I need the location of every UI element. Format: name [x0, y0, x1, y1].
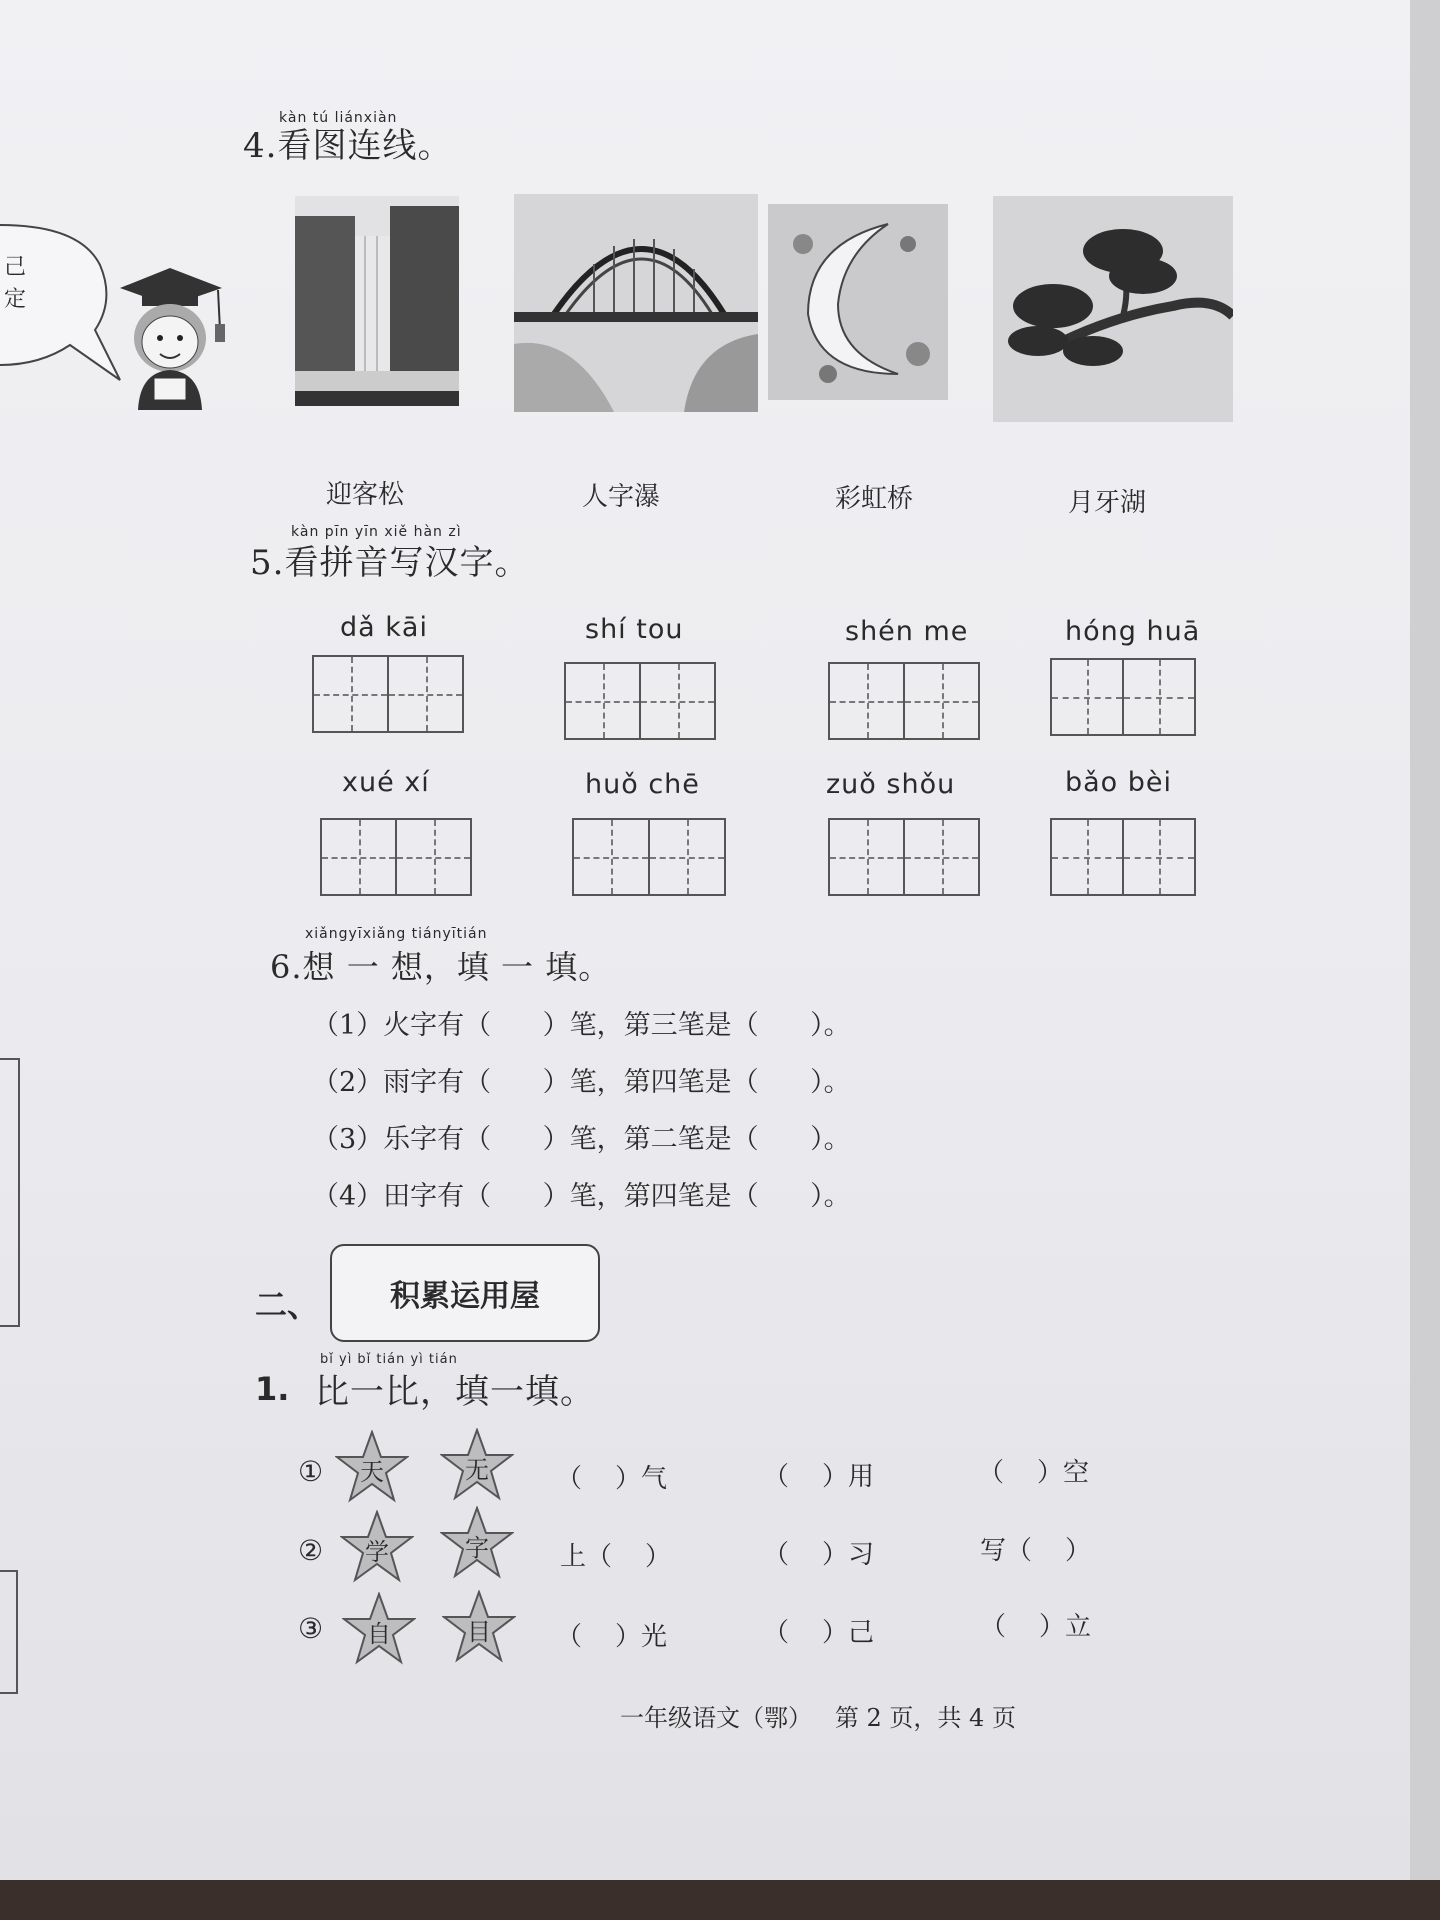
- caption-renzipu[interactable]: 人字瀑: [582, 482, 661, 512]
- q6-line[interactable]: （3）乐字有（ ）笔，第二笔是（ ）。: [312, 1124, 851, 1155]
- fill-blank[interactable]: （ ）立: [980, 1612, 1092, 1642]
- arch-bridge-image[interactable]: [514, 194, 758, 412]
- writing-grid[interactable]: [572, 818, 726, 896]
- q4-pinyin: kàn tú liánxiàn: [279, 110, 398, 126]
- row-marker: ①: [298, 1455, 324, 1488]
- q6-pinyin: xiǎngyīxiǎng tiányītián: [305, 926, 488, 942]
- writing-grid[interactable]: [828, 818, 980, 896]
- star-char: 天: [360, 1458, 384, 1486]
- s2q1-title: 比一比，填一填。: [315, 1372, 595, 1412]
- fill-blank[interactable]: 上（ ）: [560, 1542, 672, 1572]
- writing-grid[interactable]: [320, 818, 472, 896]
- adjacent-page-box: [0, 1058, 20, 1327]
- pinyin-word: xué xí: [342, 767, 430, 798]
- speech-bubble-text-2: 定: [4, 287, 27, 312]
- row-marker: ③: [298, 1612, 324, 1645]
- q5-pinyin: kàn pīn yīn xiě hàn zì: [291, 524, 462, 540]
- fill-blank[interactable]: （ ）用: [763, 1462, 875, 1492]
- writing-grid[interactable]: [1050, 818, 1196, 896]
- writing-grid[interactable]: [564, 662, 716, 740]
- fill-blank[interactable]: （ ）光: [556, 1622, 668, 1652]
- q6-line[interactable]: （2）雨字有（ ）笔，第四笔是（ ）。: [312, 1067, 851, 1098]
- pinyin-word: shí tou: [585, 614, 684, 645]
- adjacent-page-box: [0, 1570, 18, 1694]
- pinyin-word: zuǒ shǒu: [826, 769, 956, 800]
- q4-number: 4.: [243, 126, 278, 166]
- star-char: 目: [467, 1618, 491, 1646]
- fill-blank[interactable]: （ ）空: [978, 1458, 1090, 1488]
- pinyin-word: dǎ kāi: [340, 612, 428, 643]
- q5-number: 5.: [250, 543, 285, 583]
- waterfall-image[interactable]: [295, 196, 459, 406]
- q4-title-text: 看图连线。: [277, 126, 453, 166]
- caption-caihongqiao[interactable]: 彩虹桥: [835, 484, 914, 514]
- s2q1-number: 1.: [255, 1370, 290, 1408]
- table-surface: [0, 1880, 1440, 1920]
- fill-blank[interactable]: （ ）习: [763, 1540, 875, 1570]
- pine-tree-image[interactable]: [993, 196, 1233, 422]
- row-marker: ②: [298, 1534, 324, 1567]
- writing-grid[interactable]: [1050, 658, 1196, 736]
- q5-title-text: 看拼音写汉字。: [284, 543, 530, 583]
- speech-bubble-text-1: 己: [4, 255, 27, 280]
- section-title-box: [330, 1244, 600, 1342]
- pinyin-word: shén me: [845, 616, 969, 647]
- page-footer: 一年级语文（鄂） 第 2 页，共 4 页: [620, 1704, 1016, 1732]
- fill-blank[interactable]: （ ）己: [763, 1618, 875, 1648]
- writing-grid[interactable]: [312, 655, 464, 733]
- star-char: 学: [365, 1538, 389, 1566]
- q6-number: 6.: [270, 948, 303, 986]
- s2q1-pinyin: bǐ yì bǐ tián yì tián: [320, 1352, 458, 1367]
- caption-yingkesong[interactable]: 迎客松: [326, 480, 405, 510]
- star-char: 字: [465, 1534, 489, 1562]
- section-number: 二、: [255, 1286, 320, 1324]
- section-title: 积累运用屋: [390, 1279, 540, 1314]
- pinyin-word: bǎo bèi: [1065, 767, 1173, 798]
- fill-blank[interactable]: 写（ ）: [980, 1536, 1092, 1566]
- star-char: 无: [465, 1456, 489, 1484]
- q6-title: [270, 942, 611, 988]
- fill-blank[interactable]: （ ）气: [556, 1464, 668, 1494]
- star-char: 自: [367, 1620, 391, 1648]
- writing-grid[interactable]: [828, 662, 980, 740]
- q6-title-text: 想 一 想，填 一 填。: [302, 948, 612, 986]
- pinyin-word: hóng huā: [1065, 616, 1201, 647]
- crescent-lake-image[interactable]: [768, 204, 948, 400]
- pinyin-word: huǒ chē: [585, 769, 700, 800]
- q6-line[interactable]: （4）田字有（ ）笔，第四笔是（ ）。: [312, 1181, 851, 1212]
- q5-title: [250, 535, 529, 584]
- caption-yueyahu[interactable]: 月牙湖: [1068, 488, 1147, 518]
- q6-line[interactable]: （1）火字有（ ）笔，第三笔是（ ）。: [312, 1010, 851, 1041]
- graduate-character-icon: [110, 260, 230, 420]
